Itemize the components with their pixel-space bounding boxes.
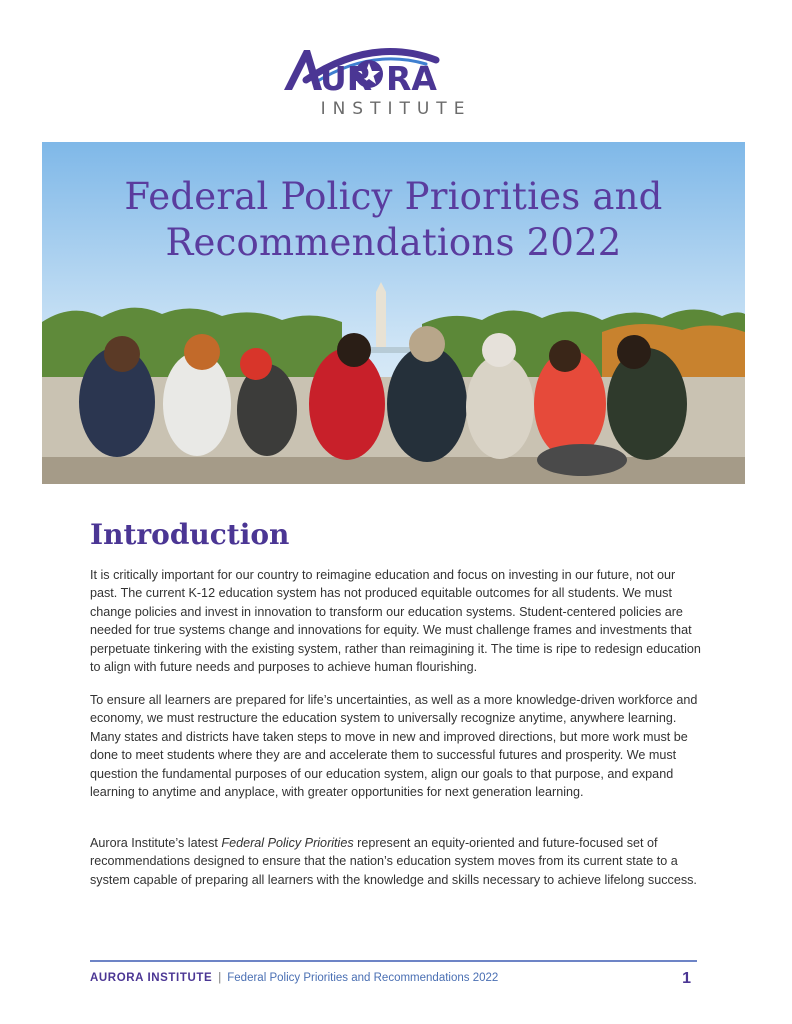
page-number: 1: [682, 970, 691, 987]
hero-banner: [42, 142, 745, 484]
logo-subtitle: INSTITUTE: [320, 99, 472, 118]
paragraph-3-lead: Aurora Institute’s latest: [90, 836, 222, 850]
document-title: [42, 174, 745, 266]
page-footer: [90, 972, 697, 992]
aurora-institute-logo: [0, 38, 792, 118]
paragraph-3-italic-title: Federal Policy Priorities: [221, 836, 354, 850]
svg-text:UR: UR: [320, 59, 373, 98]
title-line-2: Recommendations 2022: [165, 221, 622, 264]
footer-divider: [90, 960, 697, 962]
intro-paragraph-1: It is critically important for our country to reimagine education and focus on investing in our future, not our past. The current K-12 education system has not produced equitable outcomes for all students. We must change policies and invest in innovation to transform our education systems. Student-centered policies are needed for true systems change and innovations for equity. We must challenge frames and investments that perpetuate tinkering with the existing system, rather than reimagining it. The time is ripe to redesign education to align with future needs and purposes to achieve human flourishing.: [90, 568, 701, 675]
footer-separator: |: [218, 972, 222, 984]
paragraph-3-rest: represent an equity-oriented and future-focused set of recommendations designed to ensure that the nation’s education system moves from its current state to a system capable of preparing all learners with the knowledge and skills necessary to achieve lifelong success.: [90, 836, 697, 887]
introduction-heading: Introduction: [90, 518, 290, 551]
footer-brand: AURORA INSTITUTE: [90, 972, 213, 984]
title-line-1: Federal Policy Priorities and: [124, 175, 663, 218]
intro-paragraph-3: [90, 834, 702, 889]
intro-paragraph-2: To ensure all learners are prepared for life’s uncertainties, as well as a more knowledge-driven workforce and economy, we must restructure the education system to universally recognize anytime, anywhere learning. Many states and districts have taken steps to move in new and improved directions, but more work must be done to meet students where they are and accelerate them to successful futures and prosperity. We must question the fundamental purposes of our education system, align our goals to that purpose, and expand learning to anytime and anyplace, with greater opportunities for next generation learning.: [90, 693, 698, 800]
logo-graphic: [276, 38, 516, 118]
footer-document-title: Federal Policy Priorities and Recommendations 2022: [227, 972, 499, 984]
logo-wordmark-tail: RA: [386, 59, 437, 98]
